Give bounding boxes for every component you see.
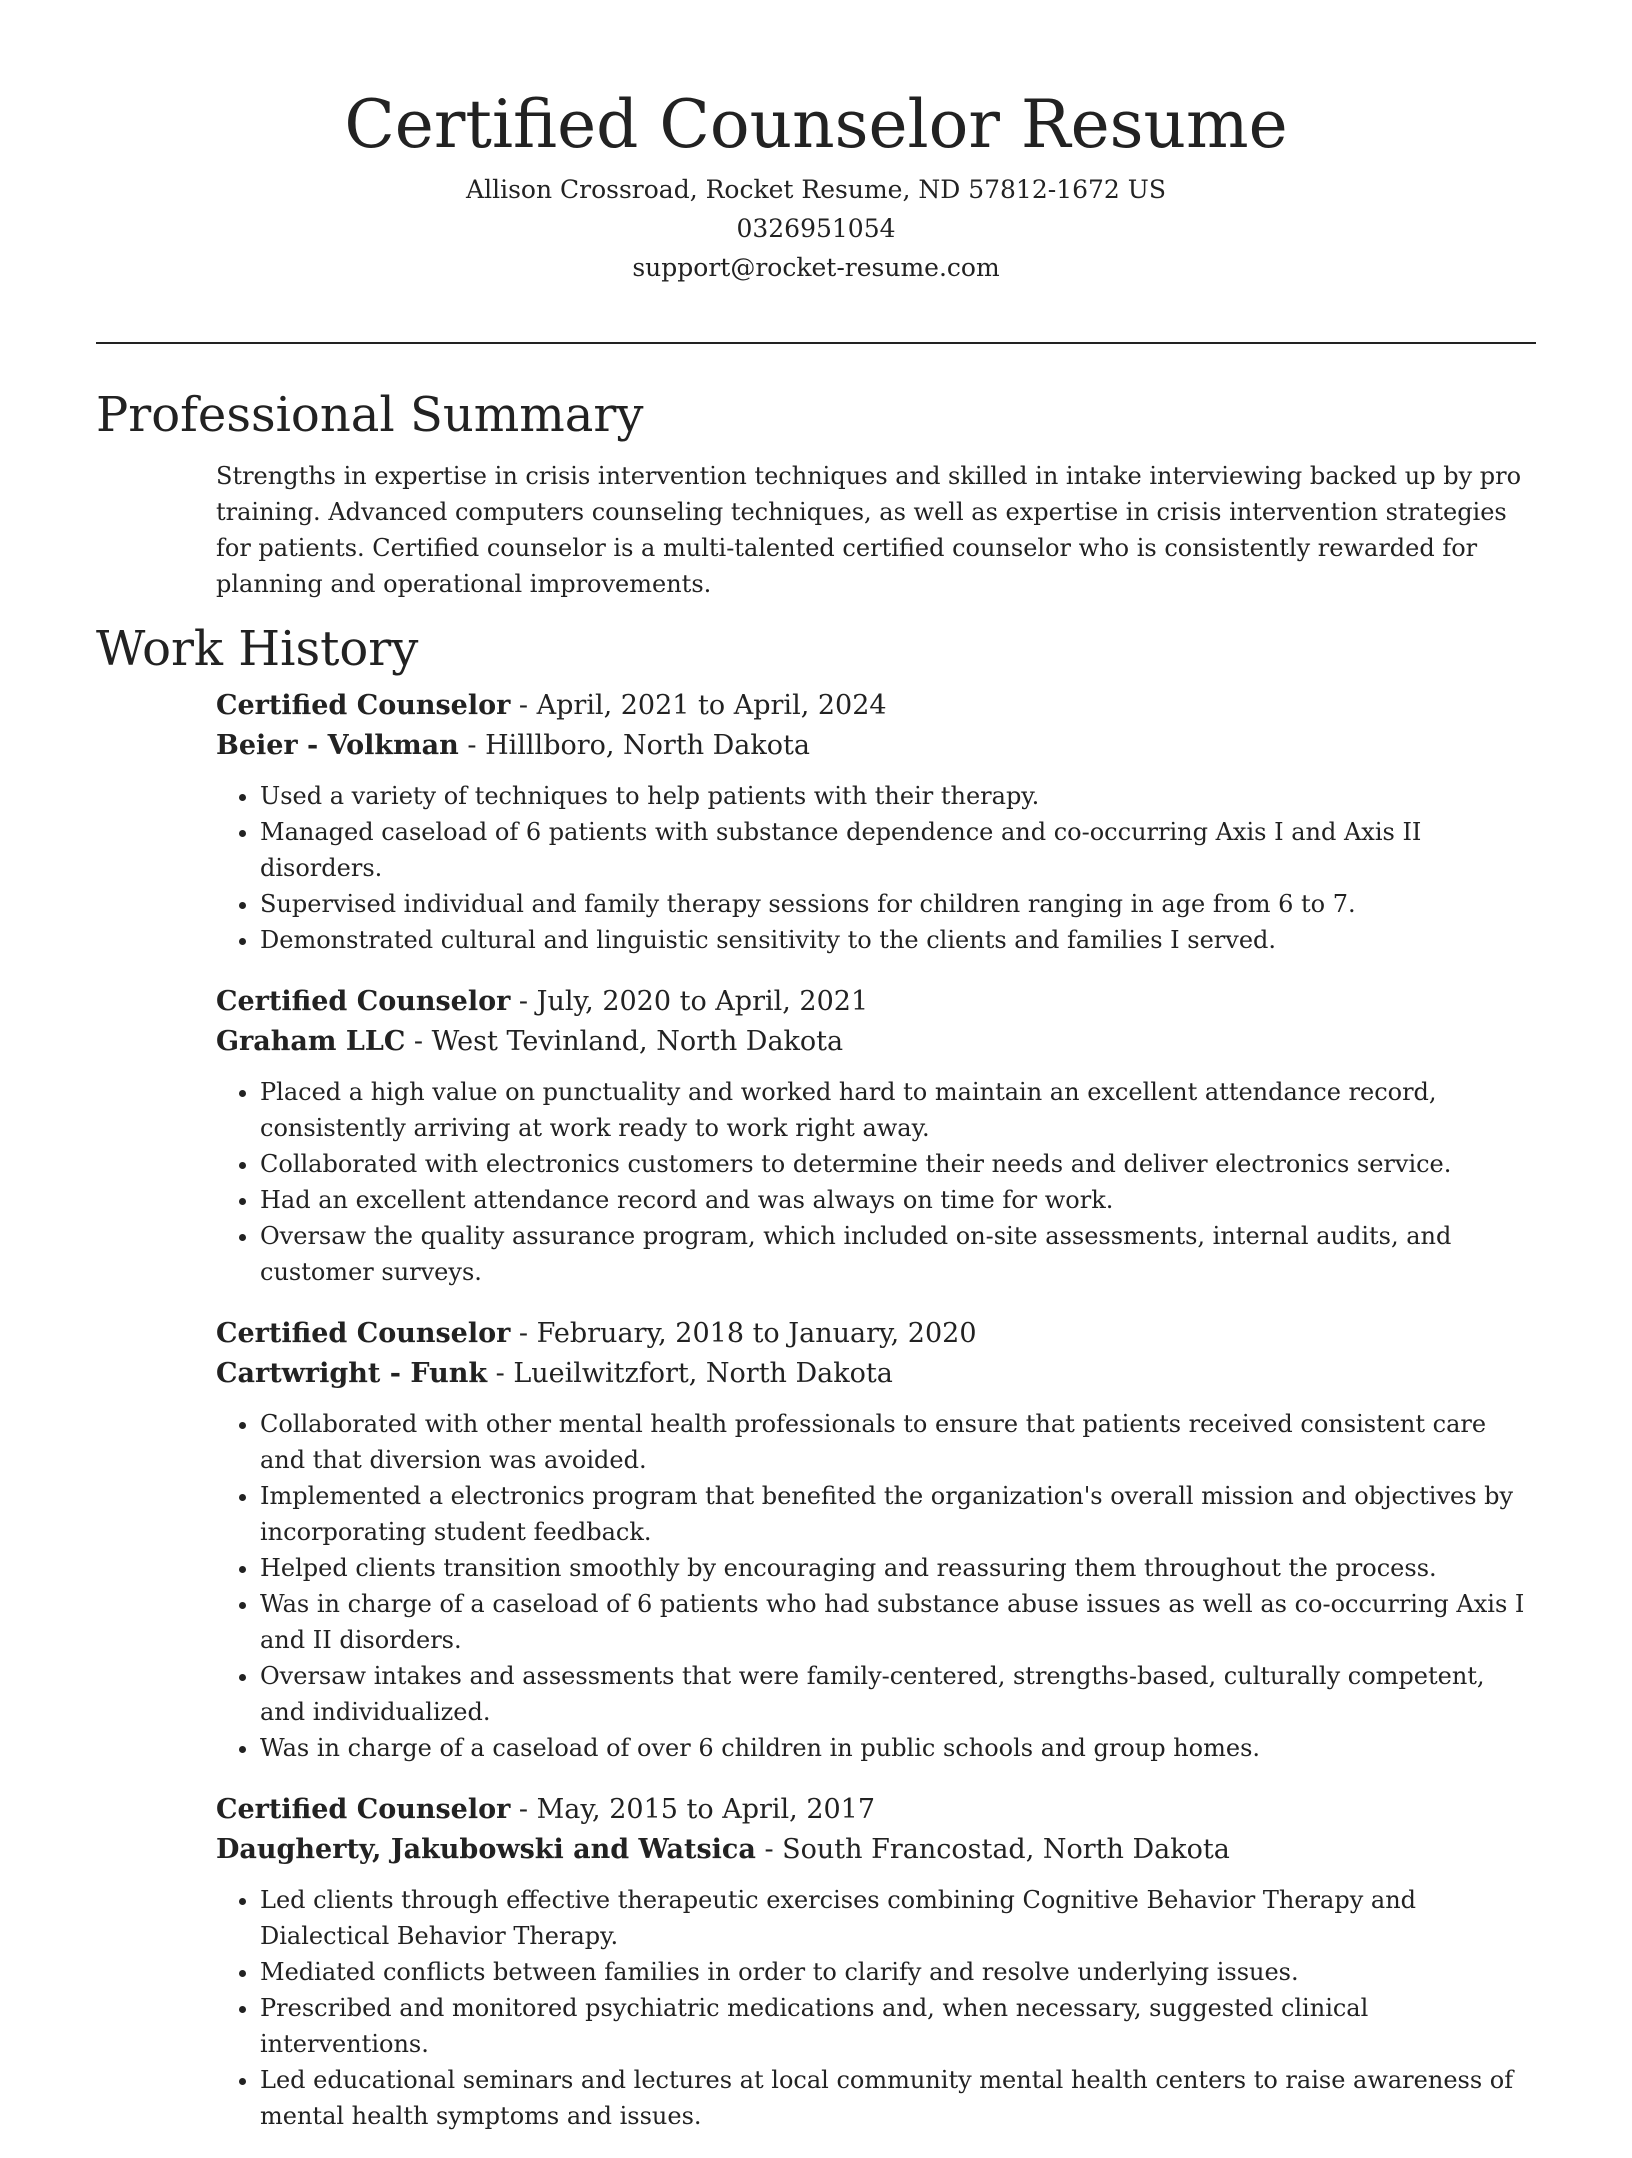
resume-body [96, 378, 1536, 2158]
job-duty: • Implemented a electronics program that benefited the organization's overall mission and objectives by incorporating student feedback. [260, 1478, 1536, 1550]
job-duty: • Managed caseload of 6 patients with substance dependence and co-occurring Axis I and Axis II disorders. [260, 814, 1536, 886]
contact-phone: 0326951054 [736, 214, 896, 243]
job-duty: • Used a variety of techniques to help patients with their therapy. [260, 778, 1536, 814]
job-duty: • Collaborated with other mental health professionals to ensure that patients received consistent care and that diversion was avoided. [260, 1406, 1536, 1478]
job-duty: • Had an excellent attendance record and was always on time for work. [260, 1182, 1536, 1218]
resume-title: Certified Counselor Resume [344, 86, 1288, 163]
contact-address: Allison Crossroad, Rocket Resume, ND 57812-1672 US [466, 175, 1166, 204]
header-divider [96, 342, 1536, 344]
job-duty: • Prescribed and monitored psychiatric medications and, when necessary, suggested clinical interventions. [260, 1990, 1536, 2062]
job-company-line [216, 1830, 1536, 1870]
job-dates: - May, 2015 to April, 2017 [510, 1794, 876, 1825]
job-title-line [216, 686, 1536, 726]
job-duty: • Oversaw intakes and assessments that were family-centered, strengths-based, culturally competent, and individualized. [260, 1658, 1536, 1730]
job-entry [216, 1314, 1536, 1766]
job-duty: • Helped clients transition smoothly by encouraging and reassuring them throughout the process. [260, 1550, 1536, 1586]
job-company: Daugherty, Jakubowski and Watsica [216, 1834, 756, 1865]
resume-header [96, 80, 1536, 287]
job-title: Certified Counselor [216, 986, 511, 1017]
job-entry [216, 686, 1536, 958]
job-duty: • Collaborated with electronics customers to determine their needs and deliver electronics service. [260, 1146, 1536, 1182]
job-dates: - July, 2020 to April, 2021 [510, 986, 869, 1017]
job-title: Certified Counselor [216, 690, 511, 721]
job-duties-list [216, 1074, 1536, 1290]
job-duty: • Supervised individual and family therapy sessions for children ranging in age from 6 to 7. [260, 886, 1536, 922]
job-duties-list [216, 1882, 1536, 2134]
job-duty: • Led educational seminars and lectures at local community mental health centers to raise awareness of mental health symptoms and issues. [260, 2062, 1536, 2134]
job-location: - Hilllboro, North Dakota [458, 730, 810, 761]
job-dates: - April, 2021 to April, 2024 [510, 690, 887, 721]
job-duty: • Mediated conflicts between families in order to clarify and resolve underlying issues. [260, 1954, 1536, 1990]
job-entry [216, 1790, 1536, 2134]
professional-summary-section [96, 378, 1536, 602]
job-duties-list [216, 778, 1536, 958]
job-company-line [216, 1022, 1536, 1062]
job-company: Beier - Volkman [216, 730, 459, 761]
job-location: - Lueilwitzfort, North Dakota [487, 1358, 893, 1389]
job-title-line [216, 982, 1536, 1022]
job-title: Certified Counselor [216, 1794, 511, 1825]
job-duty: • Led clients through effective therapeutic exercises combining Cognitive Behavior Therapy and Dialectical Behavior Therapy. [260, 1882, 1536, 1954]
job-entry [216, 982, 1536, 1290]
job-company: Graham LLC [216, 1026, 406, 1057]
contact-email: support@rocket-resume.com [632, 253, 1000, 282]
job-duty: • Placed a high value on punctuality and worked hard to maintain an excellent attendance record, consistently arriving at work ready to work right away. [260, 1074, 1536, 1146]
job-title-line [216, 1790, 1536, 1830]
summary-text: Strengths in expertise in crisis intervention techniques and skilled in intake interviewing backed up by pro training. Advanced computers counseling techniques, as well as expertise in crisis intervention strategies for patients. Certified counselor is a multi-talented certified counselor who is consistently rewarded for planning and operational improvements. [216, 462, 1522, 598]
job-title-line [216, 1314, 1536, 1354]
job-duties-list [216, 1406, 1536, 1766]
section-heading-summary: Professional Summary [96, 387, 644, 443]
work-history-section [96, 612, 1536, 2134]
job-duty: • Oversaw the quality assurance program, which included on-site assessments, internal audits, and customer surveys. [260, 1218, 1536, 1290]
job-duty: • Was in charge of a caseload of 6 patients who had substance abuse issues as well as co-occurring Axis I and II disorders. [260, 1586, 1536, 1658]
job-company-line [216, 726, 1536, 766]
job-duty: • Demonstrated cultural and linguistic sensitivity to the clients and families I served. [260, 922, 1536, 958]
job-company-line [216, 1354, 1536, 1394]
job-location: - South Francostad, North Dakota [755, 1834, 1230, 1865]
job-company: Cartwright - Funk [216, 1358, 488, 1389]
job-title: Certified Counselor [216, 1318, 511, 1349]
job-duty: • Was in charge of a caseload of over 6 children in public schools and group homes. [260, 1730, 1536, 1766]
section-heading-work: Work History [96, 621, 419, 677]
job-location: - West Tevinland, North Dakota [405, 1026, 844, 1057]
job-dates: - February, 2018 to January, 2020 [510, 1318, 977, 1349]
